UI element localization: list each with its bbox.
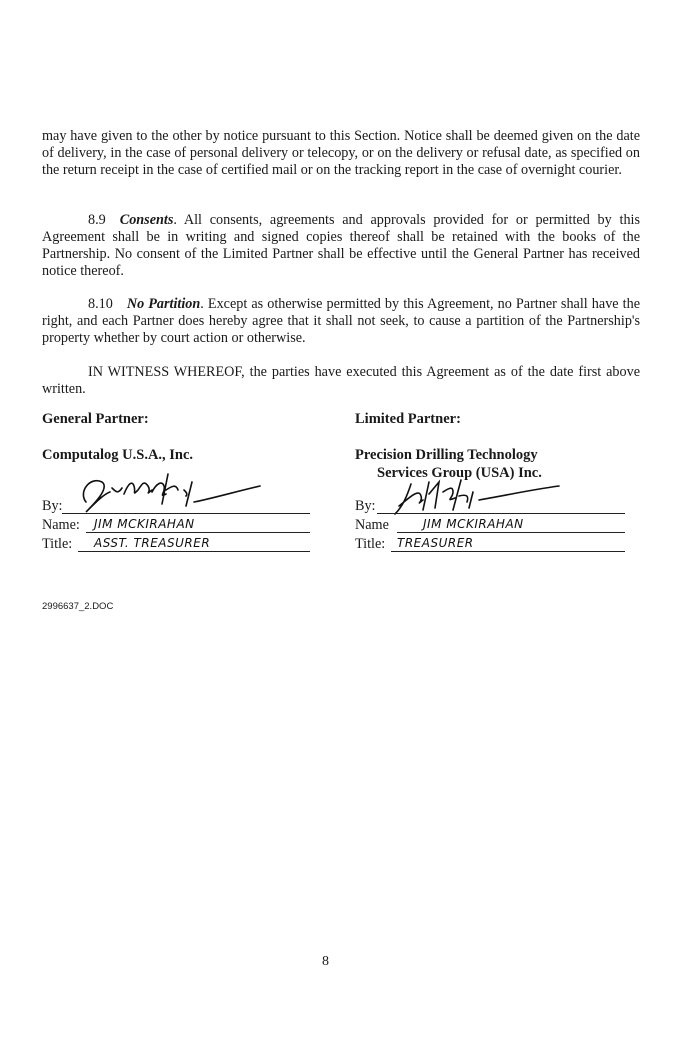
by-label: By: bbox=[355, 498, 376, 514]
name-value-handwritten: JIM MCKIRAHAN bbox=[94, 517, 195, 531]
title-value-handwritten: TREASURER bbox=[397, 536, 474, 550]
title-line bbox=[391, 550, 625, 552]
name-row bbox=[42, 514, 310, 533]
section-8-9 bbox=[42, 212, 640, 280]
name-label: Name bbox=[355, 517, 389, 533]
section-number: 8.10 bbox=[88, 296, 113, 312]
section-title: No Partition bbox=[126, 296, 201, 312]
company-line-2: Services Group (USA) Inc. bbox=[377, 465, 542, 481]
section-text: . Except as otherwise permitted by this Agreement, no Partner shall have the right, and each Partner does hereby agree that it shall not seek, to cause a partition of the Partnership's property whether by court action or otherwise. bbox=[42, 296, 640, 346]
limited-partner-heading: Limited Partner: bbox=[355, 411, 461, 427]
by-label: By: bbox=[42, 498, 63, 514]
name-value-handwritten: JIM MCKIRAHAN bbox=[423, 517, 524, 531]
name-label: Name: bbox=[42, 517, 80, 533]
section-text: . All consents, agreements and approvals provided for or permitted by this Agreement shall be in writing and signed copies thereof shall be retained with the books of the Partnership. No consent of the Limited Partner shall be effective until the General Partner has received notice thereof. bbox=[42, 212, 640, 279]
general-partner-heading: General Partner: bbox=[42, 411, 149, 427]
by-row bbox=[42, 495, 310, 514]
by-row bbox=[355, 495, 625, 514]
document-number: 2996637_2.DOC bbox=[42, 601, 114, 612]
witness-text: IN WITNESS WHEREOF, the parties have executed this Agreement as of the date first above written. bbox=[42, 364, 640, 397]
section-number: 8.9 bbox=[88, 212, 106, 228]
company-line-1: Precision Drilling Technology bbox=[355, 447, 538, 463]
title-row bbox=[42, 533, 310, 552]
section-8-10 bbox=[42, 296, 640, 347]
name-row bbox=[355, 514, 625, 533]
general-partner-company: Computalog U.S.A., Inc. bbox=[42, 447, 194, 463]
title-value-handwritten: ASST. TREASURER bbox=[94, 536, 211, 550]
notice-paragraph bbox=[42, 128, 640, 179]
title-row bbox=[355, 533, 625, 552]
notice-text: may have given to the other by notice pursuant to this Section. Notice shall be deemed given on the date of delivery, in the case of personal delivery or telecopy, or on the delivery or refusal date, as specified on the return receipt in the case of certified mail or on the tracking report in the case of overnight courier. bbox=[42, 128, 640, 178]
title-label: Title: bbox=[42, 536, 73, 552]
title-label: Title: bbox=[355, 536, 386, 552]
limited-partner-signature-block bbox=[355, 476, 625, 556]
title-line bbox=[78, 550, 310, 552]
general-partner-signature-block bbox=[42, 472, 310, 552]
page-number: 8 bbox=[322, 954, 329, 969]
section-title: Consents bbox=[119, 212, 174, 228]
witness-paragraph bbox=[42, 364, 640, 398]
